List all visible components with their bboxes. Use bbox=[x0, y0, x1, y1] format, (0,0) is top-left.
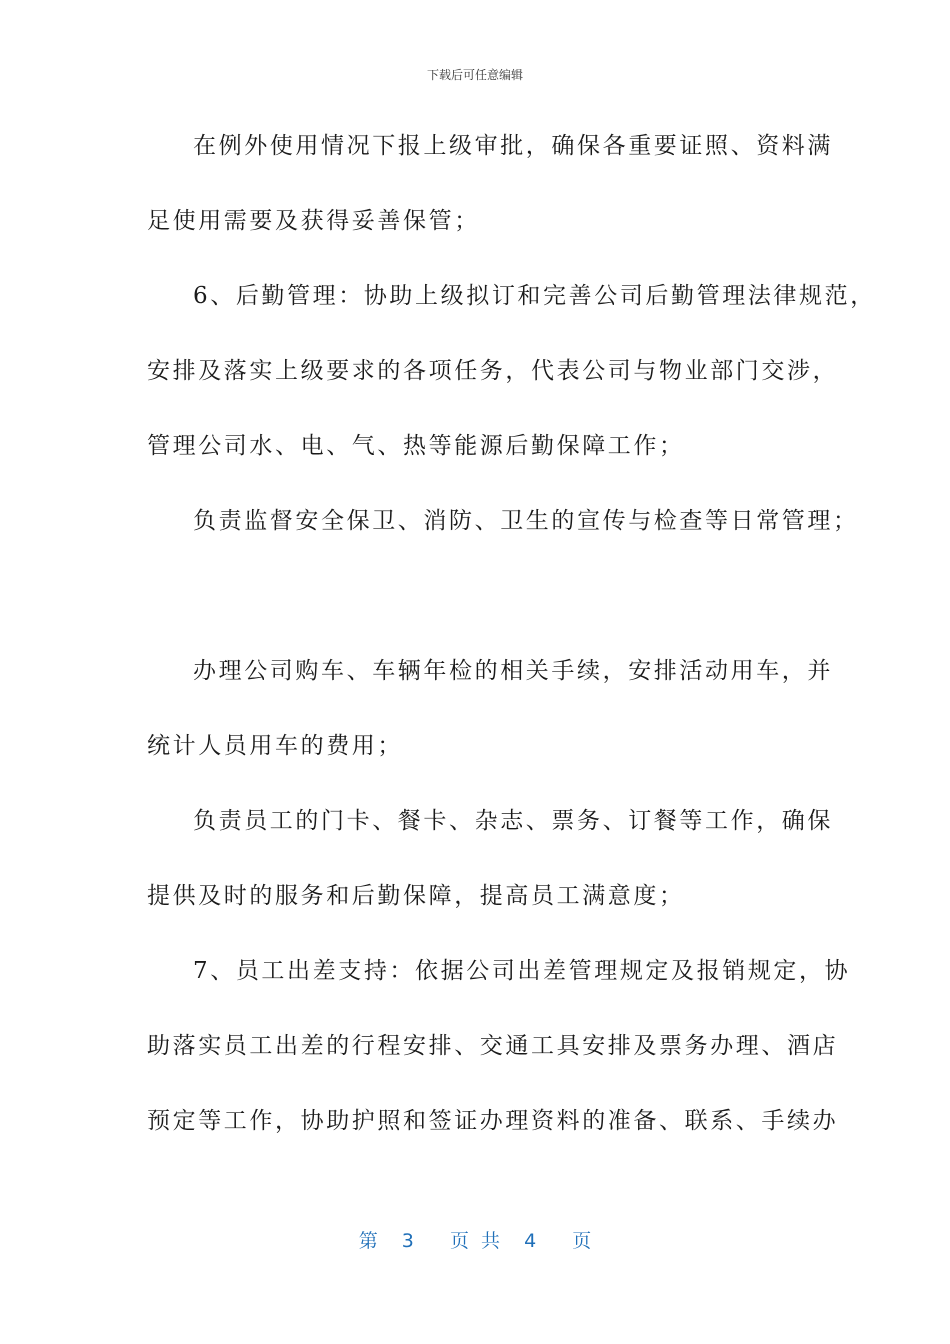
body-line: 助落实员工出差的行程安排、交通工具安排及票务办理、酒店 bbox=[147, 1033, 839, 1059]
body-line: 管理公司水、电、气、热等能源后勤保障工作； bbox=[147, 433, 685, 459]
body-line: 安排及落实上级要求的各项任务，代表公司与物业部门交涉， bbox=[147, 358, 839, 384]
body-line: 在例外使用情况下报上级审批，确保各重要证照、资料满 bbox=[193, 133, 833, 159]
body-line: 提供及时的服务和后勤保障，提高员工满意度； bbox=[147, 883, 685, 909]
body-line: 办理公司购车、车辆年检的相关手续，安排活动用车，并 bbox=[193, 658, 833, 684]
body-line: 负责监督安全保卫、消防、卫生的宣传与检查等日常管理； bbox=[193, 508, 859, 534]
header-note: 下载后可任意编辑 bbox=[426, 68, 523, 82]
body-line: 6、后勤管理：协助上级拟订和完善公司后勤管理法律规范， bbox=[193, 283, 876, 309]
body-line: 统计人员用车的费用； bbox=[147, 733, 403, 759]
body-line: 负责员工的门卡、餐卡、杂志、票务、订餐等工作，确保 bbox=[193, 808, 833, 834]
body-line: 7、员工出差支持：依据公司出差管理规定及报销规定，协 bbox=[193, 958, 851, 984]
page-number: 第 3 页 共 4 页 bbox=[358, 1230, 592, 1252]
body-line: 预定等工作，协助护照和签证办理资料的准备、联系、手续办 bbox=[147, 1108, 839, 1134]
body-line: 足使用需要及获得妥善保管； bbox=[147, 208, 480, 234]
